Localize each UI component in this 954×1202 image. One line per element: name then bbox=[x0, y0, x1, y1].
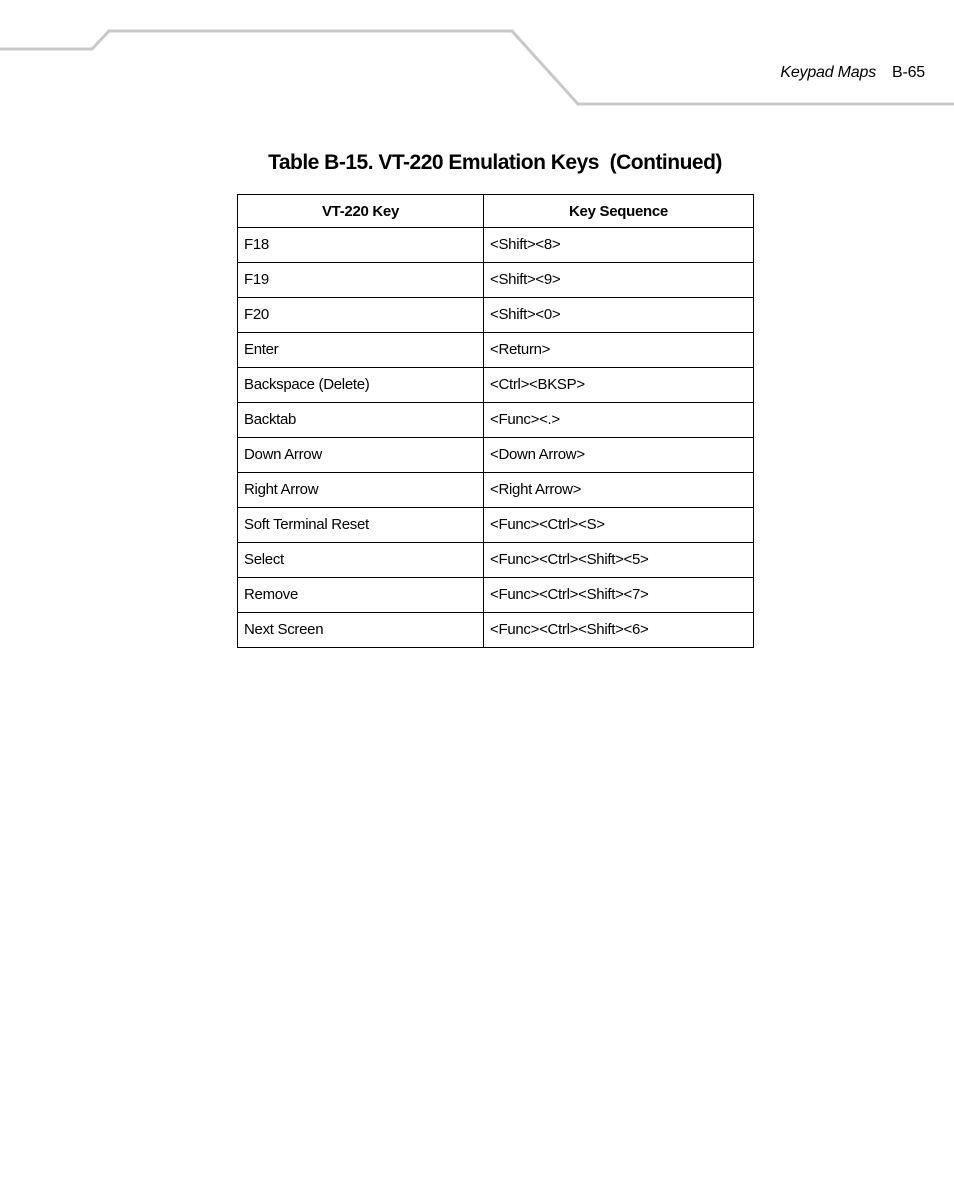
table-row bbox=[238, 228, 754, 263]
key-sequence-cell: <Func><Ctrl><S> bbox=[484, 508, 754, 543]
key-sequence-cell: <Return> bbox=[484, 333, 754, 368]
vt220-key-cell: Remove bbox=[238, 578, 484, 613]
vt220-key-cell: Backtab bbox=[238, 403, 484, 438]
table-row bbox=[238, 403, 754, 438]
vt220-key-cell: F20 bbox=[238, 298, 484, 333]
key-sequence-cell: <Shift><8> bbox=[484, 228, 754, 263]
table-header-row bbox=[238, 195, 754, 228]
key-sequence-cell: <Func><Ctrl><Shift><6> bbox=[484, 613, 754, 648]
vt220-key-cell: Select bbox=[238, 543, 484, 578]
key-sequence-cell: <Func><.> bbox=[484, 403, 754, 438]
table-row bbox=[238, 473, 754, 508]
vt220-key-cell: Next Screen bbox=[238, 613, 484, 648]
table-row bbox=[238, 438, 754, 473]
table-row bbox=[238, 578, 754, 613]
vt220-key-cell: Soft Terminal Reset bbox=[238, 508, 484, 543]
key-sequence-cell: <Down Arrow> bbox=[484, 438, 754, 473]
vt220-key-cell: Down Arrow bbox=[238, 438, 484, 473]
table-row bbox=[238, 298, 754, 333]
column-header-vt220-key: VT-220 Key bbox=[238, 195, 484, 228]
vt220-key-cell: Enter bbox=[238, 333, 484, 368]
vt220-key-cell: F19 bbox=[238, 263, 484, 298]
emulation-keys-table bbox=[237, 194, 754, 648]
key-sequence-cell: <Func><Ctrl><Shift><5> bbox=[484, 543, 754, 578]
key-sequence-cell: <Shift><9> bbox=[484, 263, 754, 298]
vt220-key-cell: F18 bbox=[238, 228, 484, 263]
key-sequence-cell: <Ctrl><BKSP> bbox=[484, 368, 754, 403]
table-row bbox=[238, 543, 754, 578]
vt220-key-cell: Right Arrow bbox=[238, 473, 484, 508]
running-header bbox=[780, 64, 925, 82]
table-row bbox=[238, 508, 754, 543]
table-row bbox=[238, 263, 754, 298]
table-row bbox=[238, 333, 754, 368]
table-row bbox=[238, 368, 754, 403]
column-header-key-sequence: Key Sequence bbox=[484, 195, 754, 228]
table-row bbox=[238, 613, 754, 648]
section-name: Keypad Maps bbox=[780, 64, 876, 81]
key-sequence-cell: <Shift><0> bbox=[484, 298, 754, 333]
key-sequence-cell: <Func><Ctrl><Shift><7> bbox=[484, 578, 754, 613]
vt220-key-cell: Backspace (Delete) bbox=[238, 368, 484, 403]
key-sequence-cell: <Right Arrow> bbox=[484, 473, 754, 508]
table-title: Table B-15. VT-220 Emulation Keys (Continued) bbox=[268, 151, 722, 174]
page-number: B-65 bbox=[892, 64, 925, 81]
header-decorative-rule bbox=[0, 0, 954, 110]
